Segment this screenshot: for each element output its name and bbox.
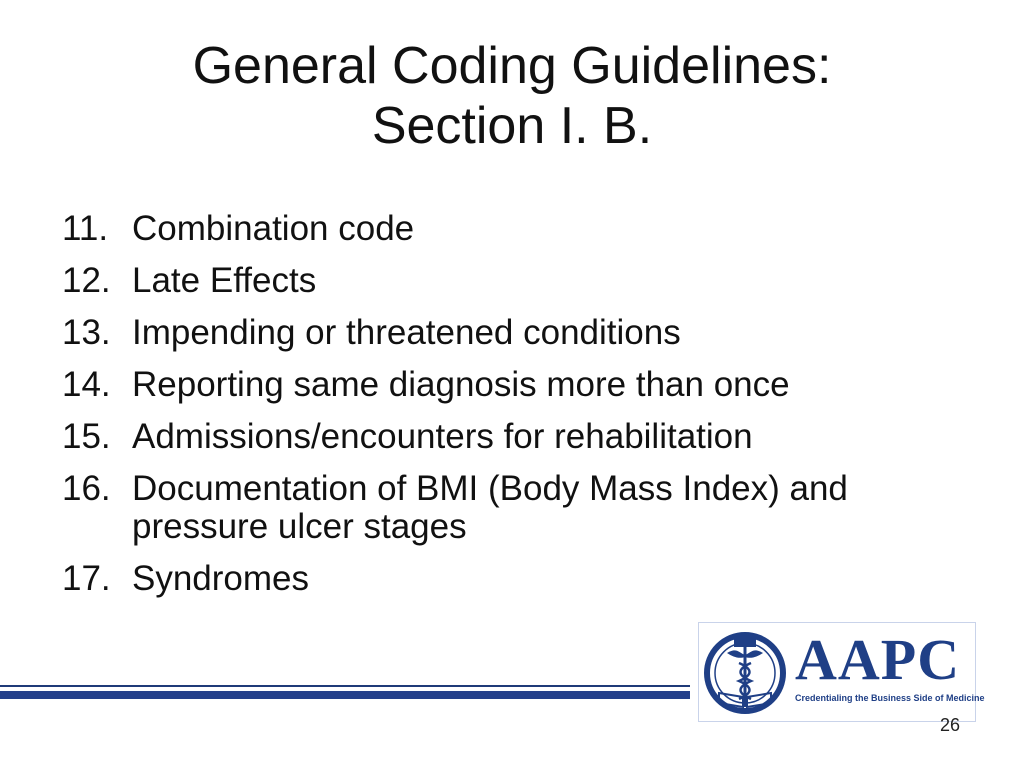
guidelines-list [62, 210, 982, 612]
caduceus-book-icon [699, 623, 795, 721]
list-item [62, 262, 982, 300]
list-item-text: Late Effects [132, 261, 317, 300]
list-item [62, 210, 982, 248]
footer-divider-thin [0, 685, 690, 687]
slide-title-line-2: Section I. B. [371, 97, 653, 155]
list-item [62, 366, 982, 404]
list-item-number: 15. [62, 417, 111, 456]
list-item-number: 17. [62, 559, 111, 598]
slide-title-line-1: General Coding Guidelines: [192, 37, 832, 95]
list-item [62, 314, 982, 352]
list-item-text: Documentation of BMI (Body Mass Index) and pressure ulcer stages [132, 469, 848, 546]
slide-title [0, 36, 1024, 156]
list-item-number: 14. [62, 365, 111, 404]
list-item [62, 470, 982, 546]
list-item-number: 12. [62, 261, 111, 300]
list-item-text: Combination code [132, 209, 415, 248]
list-item-number: 13. [62, 313, 111, 352]
list-item-number: 11. [62, 209, 109, 248]
list-item [62, 418, 982, 456]
list-item-text: Impending or threatened conditions [132, 313, 681, 352]
list-item-number: 16. [62, 469, 111, 508]
aapc-logo [698, 622, 985, 722]
list-item-text: Syndromes [132, 559, 310, 598]
logo-tagline: Credentialing the Business Side of Medicine [795, 693, 985, 703]
footer-divider-thick [0, 691, 690, 699]
list-item-text: Reporting same diagnosis more than once [132, 365, 790, 404]
list-item [62, 560, 982, 598]
page-number: 26 [940, 715, 961, 735]
list-item-text: Admissions/encounters for rehabilitation [132, 417, 753, 456]
logo-wordmark: AAPC [795, 627, 961, 692]
